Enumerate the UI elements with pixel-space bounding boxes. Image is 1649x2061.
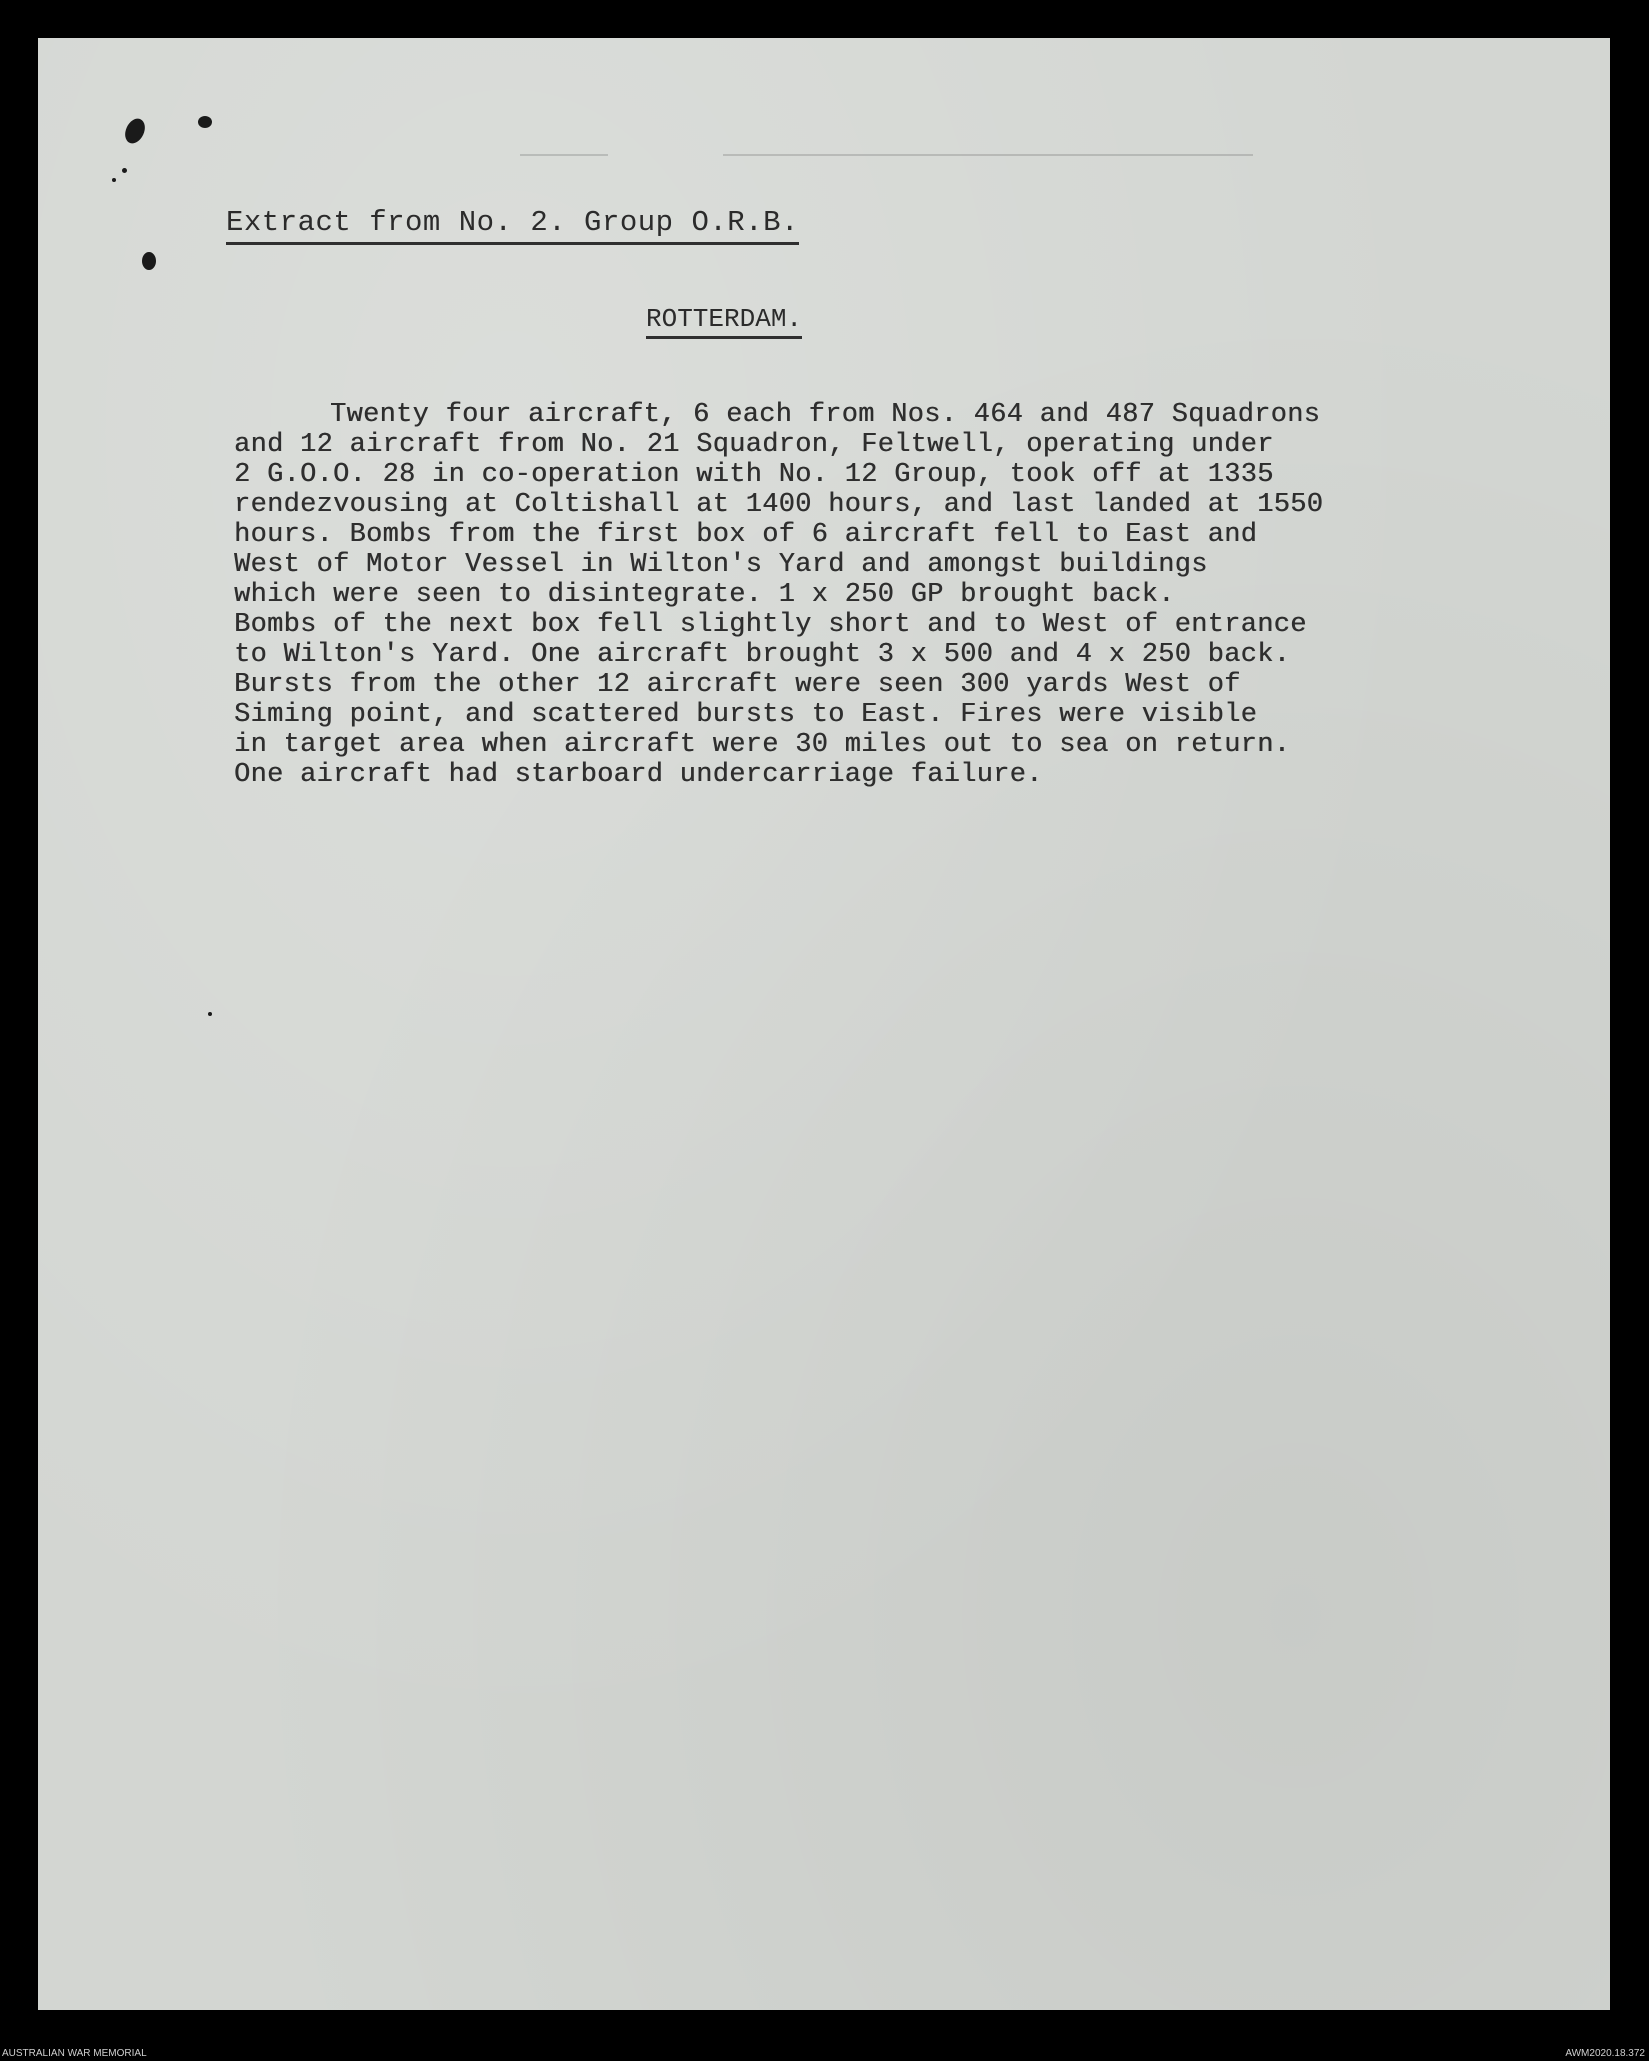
body-line: in target area when aircraft were 30 miles out to sea on return. [234, 730, 1291, 760]
document-title: ROTTERDAM. [646, 303, 802, 339]
archive-credit: AUSTRALIAN WAR MEMORIAL [2, 2048, 147, 2059]
punch-hole-mark [112, 178, 116, 182]
body-line: Siming point, and scattered bursts to East. Fires were visible [234, 700, 1258, 730]
body-line: hours. Bombs from the first box of 6 aircraft fell to East and [234, 520, 1258, 550]
body-line: Bursts from the other 12 aircraft were seen 300 yards West of [234, 670, 1241, 700]
document-page [38, 38, 1610, 2010]
body-line: and 12 aircraft from No. 21 Squadron, Feltwell, operating under [234, 430, 1274, 460]
body-line: Twenty four aircraft, 6 each from Nos. 464 and 487 Squadrons [330, 400, 1321, 430]
body-line: which were seen to disintegrate. 1 x 250 GP brought back. [234, 580, 1175, 610]
punch-hole-mark [122, 168, 127, 173]
faint-rule-right [723, 154, 1253, 156]
body-line: One aircraft had starboard undercarriage failure. [234, 760, 1043, 790]
punch-hole-mark [198, 116, 212, 128]
punch-hole-mark [121, 115, 148, 146]
body-line: 2 G.O.O. 28 in co-operation with No. 12 Group, took off at 1335 [234, 460, 1274, 490]
archive-reference: AWM2020.18.372 [1565, 2048, 1645, 2059]
ink-speck [208, 1012, 212, 1016]
body-line: Bombs of the next box fell slightly short and to West of entrance [234, 610, 1307, 640]
faint-rule-left [520, 154, 608, 156]
body-line: West of Motor Vessel in Wilton's Yard and amongst buildings [234, 550, 1208, 580]
body-line: rendezvousing at Coltishall at 1400 hours, and last landed at 1550 [234, 490, 1324, 520]
punch-hole-mark [142, 252, 156, 270]
report-body [234, 400, 1554, 790]
document-heading: Extract from No. 2. Group O.R.B. [226, 206, 799, 245]
body-line: to Wilton's Yard. One aircraft brought 3 x 500 and 4 x 250 back. [234, 640, 1291, 670]
